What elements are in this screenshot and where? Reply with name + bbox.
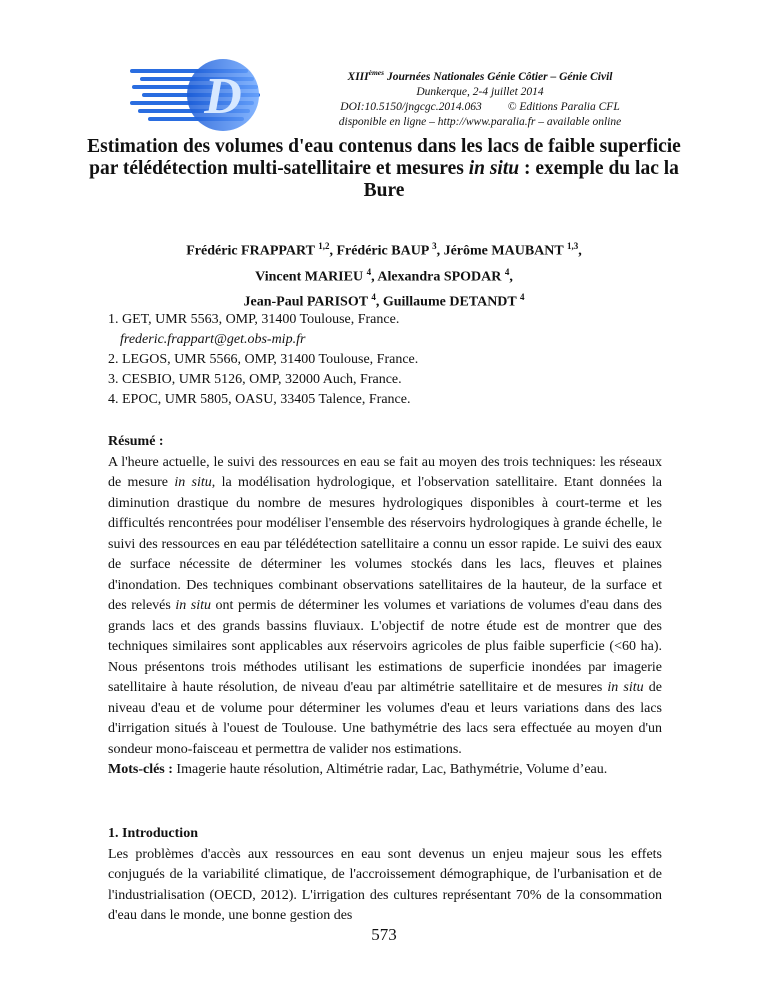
author: Alexandra SPODAR	[377, 269, 502, 285]
author: Guillaume DETANDT	[382, 294, 517, 310]
logo-letter: D	[204, 68, 242, 125]
paralia-logo	[128, 55, 270, 137]
affiliation: 2. LEGOS, UMR 5566, OMP, 31400 Toulouse, France.	[108, 352, 419, 367]
conference-header	[280, 65, 680, 130]
conference-title: XIIIèmes Journées Nationales Génie Côtier – Génie Civil	[347, 68, 613, 83]
author: Vincent MARIEU	[255, 269, 364, 285]
keywords-label: Mots-clés :	[108, 762, 173, 777]
affiliation: 4. EPOC, UMR 5805, OASU, 33405 Talence, France.	[108, 392, 411, 407]
page-number: 573	[371, 925, 397, 944]
conference-location: Dunkerque, 2-4 juillet 2014	[416, 85, 544, 98]
paper-title: Estimation des volumes d'eau contenus dans les lacs de faible superficie par télédétection multi-satellitaire et mesures in situ : exemple du lac la Bure	[87, 136, 681, 201]
introduction-heading: 1. Introduction	[108, 826, 198, 841]
author: Frédéric BAUP	[336, 243, 429, 259]
affiliation: 3. CESBIO, UMR 5126, OMP, 32000 Auch, France.	[108, 372, 402, 387]
doi: DOI:10.5150/jngcgc.2014.063	[340, 100, 482, 113]
author-list: Frédéric FRAPPART $^{1,2}$, Frédéric BAUP $^3$, Jérôme MAUBANT $^{1,3}$, Vincent MARIEU $^4$, Alexandra SPODAR $^4$, Jean-Paul PARISOT $^4$, Guillaume DETANDT $^4$	[186, 241, 582, 310]
abstract-heading: Résumé :	[108, 434, 164, 449]
abstract-section	[108, 432, 662, 781]
author: Jean-Paul PARISOT	[243, 294, 368, 310]
abstract-text: A l'heure actuelle, le suivi des ressources en eau se fait au moyen des trois techniques: les réseaux de mesure in situ, la modélisation hydrologique, et l'observation satellitaire. Etant données la diminution drastique du nombre de mesures hydrologiques disponibles à court-terme et les difficultés rencontrées pour modéliser l'ensemble des réservoirs hydrologiques à grande échelle, le suivi des ressources en eau par télédétection satellitaire a connu un essor rapide. Le suivi des eaux de surface nécessite de déterminer les volumes stockés dans les lacs, fleuves et plaines d'inondation. Des techniques combinant observations satellitaires de la hauteur, de la surface et des relevés in situ ont permis de déterminer les volumes et variations de volumes d'eau dans des grands lacs et des grands bassins fluviaux. L'objectif de notre étude est de montrer que des techniques similaires sont applicables aux réservoirs agricoles de plus faible superficie (<60 ha). Nous présentons trois méthodes utilisant les estimations de superficie inondées par imagerie satellitaire à haute résolution, de niveau d'eau par altimétrie satellitaire et de mesures in situ de niveau d'eau et de volume pour déterminer les volumes d'eau et leurs variations dans des lacs d'irrigation situés à l'ouest de Toulouse. Une bathymétrie des lacs sera effectuée au moyen d'un sondeur mono-faisceau et permettra de valider nos estimations.	[108, 454, 663, 757]
introduction-section	[108, 824, 662, 927]
availability: disponible en ligne – http://www.paralia.fr – available online	[338, 115, 622, 128]
contact-email[interactable]: frederic.frappart@get.obs-mip.fr	[120, 332, 306, 347]
author: Frédéric FRAPPART	[186, 243, 315, 259]
introduction-text: Les problèmes d'accès aux ressources en eau sont devenus un enjeu majeur sous les effets conjugués de la variabilité climatique, de l'accroissement démographique, de l'urbanisation et de l'industrialisation (OECD, 2012). L'irrigation des cultures représentant 70% de la consommation d'eau dans le monde, une bonne gestion des	[108, 846, 662, 923]
affiliations	[108, 310, 668, 410]
doi-line	[280, 100, 680, 115]
affiliation: 1. GET, UMR 5563, OMP, 31400 Toulouse, France.	[108, 312, 400, 327]
author: Jérôme MAUBANT	[443, 243, 564, 259]
publisher: © Editions Paralia CFL	[507, 100, 620, 113]
keywords: Mots-clés : Imagerie haute résolution, Altimétrie radar, Lac, Bathymétrie, Volume d’eau.	[108, 762, 608, 777]
